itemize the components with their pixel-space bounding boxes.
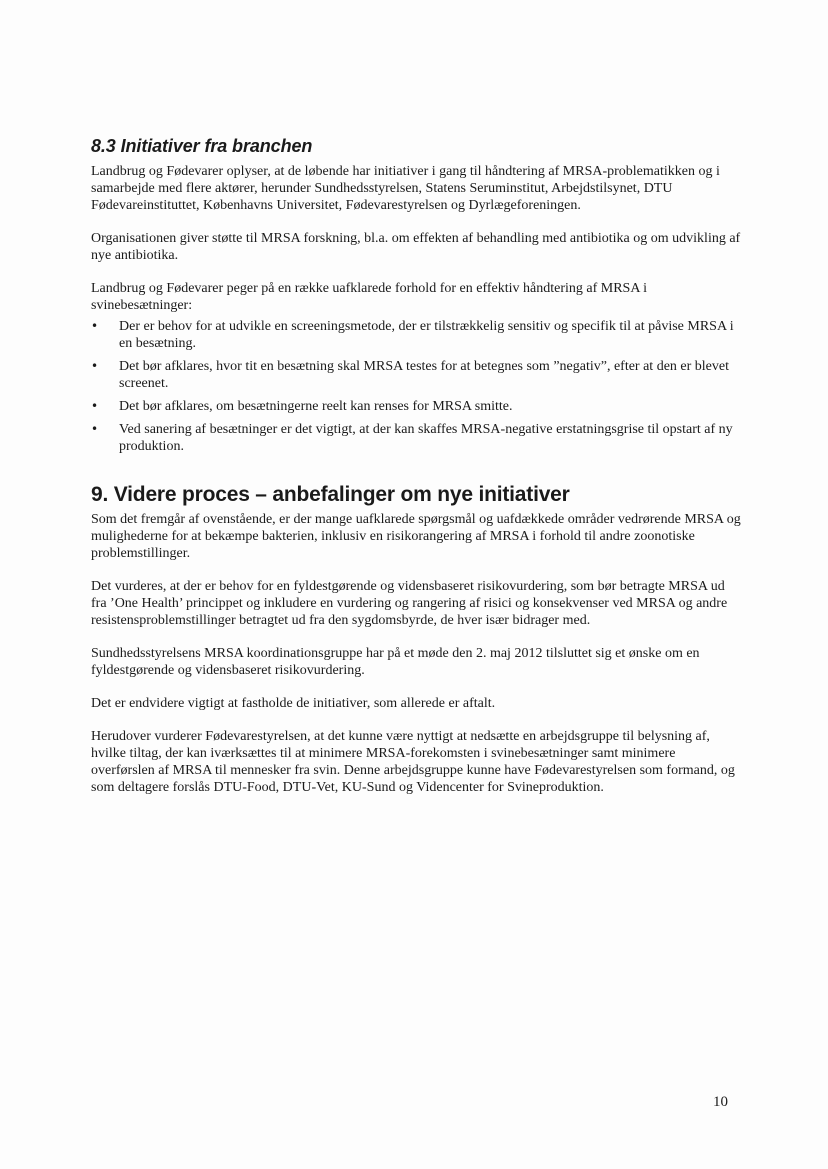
section-9-paragraph-4: Det er endvidere vigtigt at fastholde de initiativer, som allerede er aftalt. bbox=[91, 696, 496, 711]
page-content bbox=[91, 136, 741, 812]
section-9-heading: 9. Videre proces – anbefalinger om nye initiativer bbox=[91, 483, 570, 506]
bullet-dot-icon: • bbox=[91, 359, 99, 373]
section-9-paragraph-5: Herudover vurderer Fødevarestyrelsen, at det kunne være nyttigt at nedsætte en arbejdsgruppe til belysning af, hvilke tiltag, der kan iværksættes til at minimere MRSA-forekomsten i svinebesætninger samt minimere overførslen af MRSA til mennesker fra svin. Denne arbejdsgruppe kunne have Fødevarestyrelsen som formand, og som deltagere forslås DTU-Food, DTU-Vet, KU-Sund og Videncenter for Svineproduktion. bbox=[91, 729, 735, 795]
section-8-paragraph-1: Landbrug og Fødevarer oplyser, at de løbende har initiativer i gang til håndtering af MRSA-problematikken og i samarbejde med flere aktører, herunder Sundhedsstyrelsen, Statens Seruminstitut, Arbejdstilsynet, DTU Fødevareinstituttet, Københavns Universitet, Fødevarestyrelsen og Dyrlægeforeningen. bbox=[91, 164, 720, 213]
section-9-paragraph-2: Det vurderes, at der er behov for en fyldestgørende og vidensbaseret risikovurdering, som bør betragte MRSA ud fra ’One Health’ princippet og inkludere en vurdering og rangering af risici og konsekvenser ved MRSA og andre resistensproblemstillinger betragtet ud fra den sygdomsbyrde, de hver især bidrager med. bbox=[91, 579, 728, 628]
bullet-text: Ved sanering af besætninger er det vigtigt, at der kan skaffes MRSA-negative erstatningsgrise til opstart af ny produktion. bbox=[119, 422, 733, 454]
bullet-item bbox=[91, 318, 741, 352]
section-9-paragraph-3: Sundhedsstyrelsens MRSA koordinationsgruppe har på et møde den 2. maj 2012 tilsluttet sig et ønske om en fyldestgørende og vidensbaseret risikovurdering. bbox=[91, 646, 700, 678]
bullet-item bbox=[91, 421, 741, 455]
bullet-item bbox=[91, 398, 741, 415]
bullet-dot-icon: • bbox=[91, 399, 99, 413]
uncertainty-bullet-list bbox=[91, 318, 741, 455]
section-8-paragraph-3: Landbrug og Fødevarer peger på en række uafklarede forhold for en effektiv håndtering af MRSA i svinebesætninger: bbox=[91, 281, 648, 313]
section-spacer bbox=[91, 461, 741, 483]
bullet-text: Det bør afklares, om besætningerne reelt kan renses for MRSA smitte. bbox=[119, 399, 513, 414]
section-8-3-heading: 8.3 Initiativer fra branchen bbox=[91, 136, 313, 156]
bullet-dot-icon: • bbox=[91, 319, 99, 333]
bullet-dot-icon: • bbox=[91, 422, 99, 436]
bullet-item bbox=[91, 358, 741, 392]
page-number: 10 bbox=[713, 1094, 728, 1110]
section-9-paragraph-1: Som det fremgår af ovenstående, er der mange uafklarede spørgsmål og uafdækkede områder vedrørende MRSA og mulighederne for at bekæmpe bakterien, inklusiv en risikorangering af MRSA i forhold til andre zoonotiske problemstillinger. bbox=[91, 512, 741, 561]
bullet-text: Der er behov for at udvikle en screeningsmetode, der er tilstrækkelig sensitiv og specifik til at påvise MRSA i en besætning. bbox=[119, 319, 734, 351]
bullet-text: Det bør afklares, hvor tit en besætning skal MRSA testes for at betegnes som ”negativ”, efter at den er blevet screenet. bbox=[119, 359, 729, 391]
section-8-paragraph-2: Organisationen giver støtte til MRSA forskning, bl.a. om effekten af behandling med antibiotika og om udvikling af nye antibiotika. bbox=[91, 231, 741, 263]
